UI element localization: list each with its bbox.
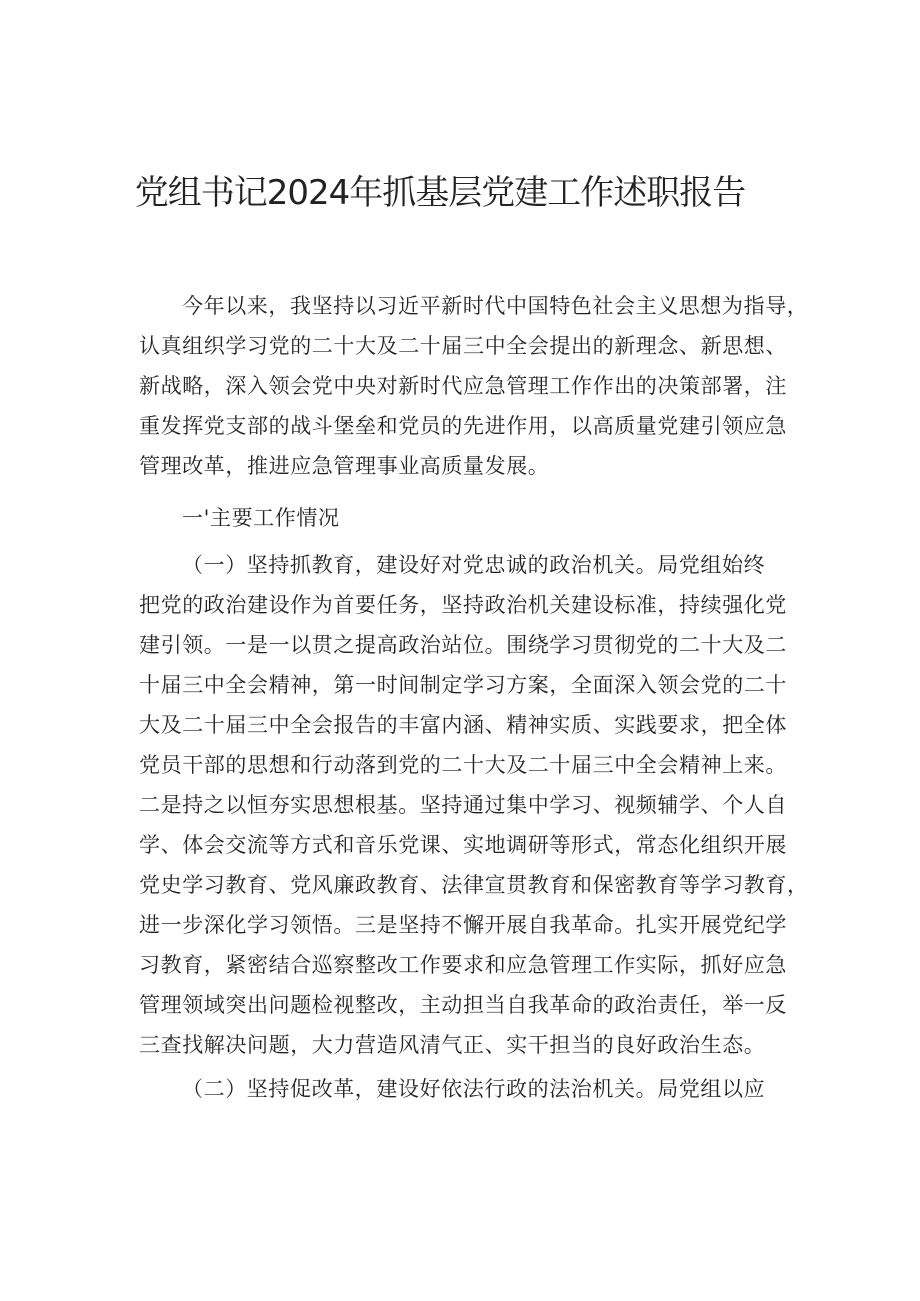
paragraph-line: 重发挥党支部的战斗堡垒和党员的先进作用，以高质量党建引领应急 <box>139 414 787 438</box>
paragraph-line: 十届三中全会精神，第一时间制定学习方案，全面深入领会党的二十 <box>139 673 787 697</box>
paragraph-line: 学、体会交流等方式和音乐党课、实地调研等形式，常态化组织开展 <box>139 833 787 857</box>
paragraph-line: （一）坚持抓教育，建设好对党忠诚的政治机关。局党组始终 <box>182 553 766 577</box>
paragraph-line: 进一步深化学习领悟。三是坚持不懈开展自我革命。扎实开展党纪学 <box>139 913 787 937</box>
paragraph-line: 管理领域突出问题检视整改，主动担当自我革命的政治责任，举一反 <box>139 993 787 1017</box>
paragraph-line: 党史学习教育、党风廉政教育、法律宣贯教育和保密教育等学习教育， <box>139 873 809 897</box>
paragraph-line: 把党的政治建设作为首要任务，坚持政治机关建设标准，持续强化党 <box>139 593 787 617</box>
paragraph-line: 习教育，紧密结合巡察整改工作要求和应急管理工作实际，抓好应急 <box>139 953 787 977</box>
paragraph-line: 大及二十届三中全会报告的丰富内涵、精神实质、实践要求，把全体 <box>139 713 787 737</box>
paragraph-line: 认真组织学习党的二十大及二十届三中全会提出的新理念、新思想、 <box>139 334 787 358</box>
section-heading: 一'主要工作情况 <box>182 506 340 530</box>
paragraph-line: 今年以来，我坚持以习近平新时代中国特色社会主义思想为指导， <box>182 294 809 318</box>
document-title: 党组书记2024年抓基层党建工作述职报告 <box>134 173 746 213</box>
paragraph-line: 新战略，深入领会党中央对新时代应急管理工作作出的决策部署，注 <box>139 374 787 398</box>
paragraph-line: 三查找解决问题，大力营造风清气正、实干担当的良好政治生态。 <box>139 1033 766 1057</box>
paragraph-line: 建引领。一是一以贯之提高政治站位。围绕学习贯彻党的二十大及二 <box>139 633 787 657</box>
paragraph-line: 管理改革，推进应急管理事业高质量发展。 <box>139 454 550 478</box>
paragraph-line: 党员干部的思想和行动落到党的二十大及二十届三中全会精神上来。 <box>139 753 787 777</box>
paragraph-line: 二是持之以恒夯实思想根基。坚持通过集中学习、视频辅学、个人自 <box>139 793 787 817</box>
paragraph-line: （二）坚持促改革，建设好依法行政的法治机关。局党组以应 <box>182 1077 766 1101</box>
